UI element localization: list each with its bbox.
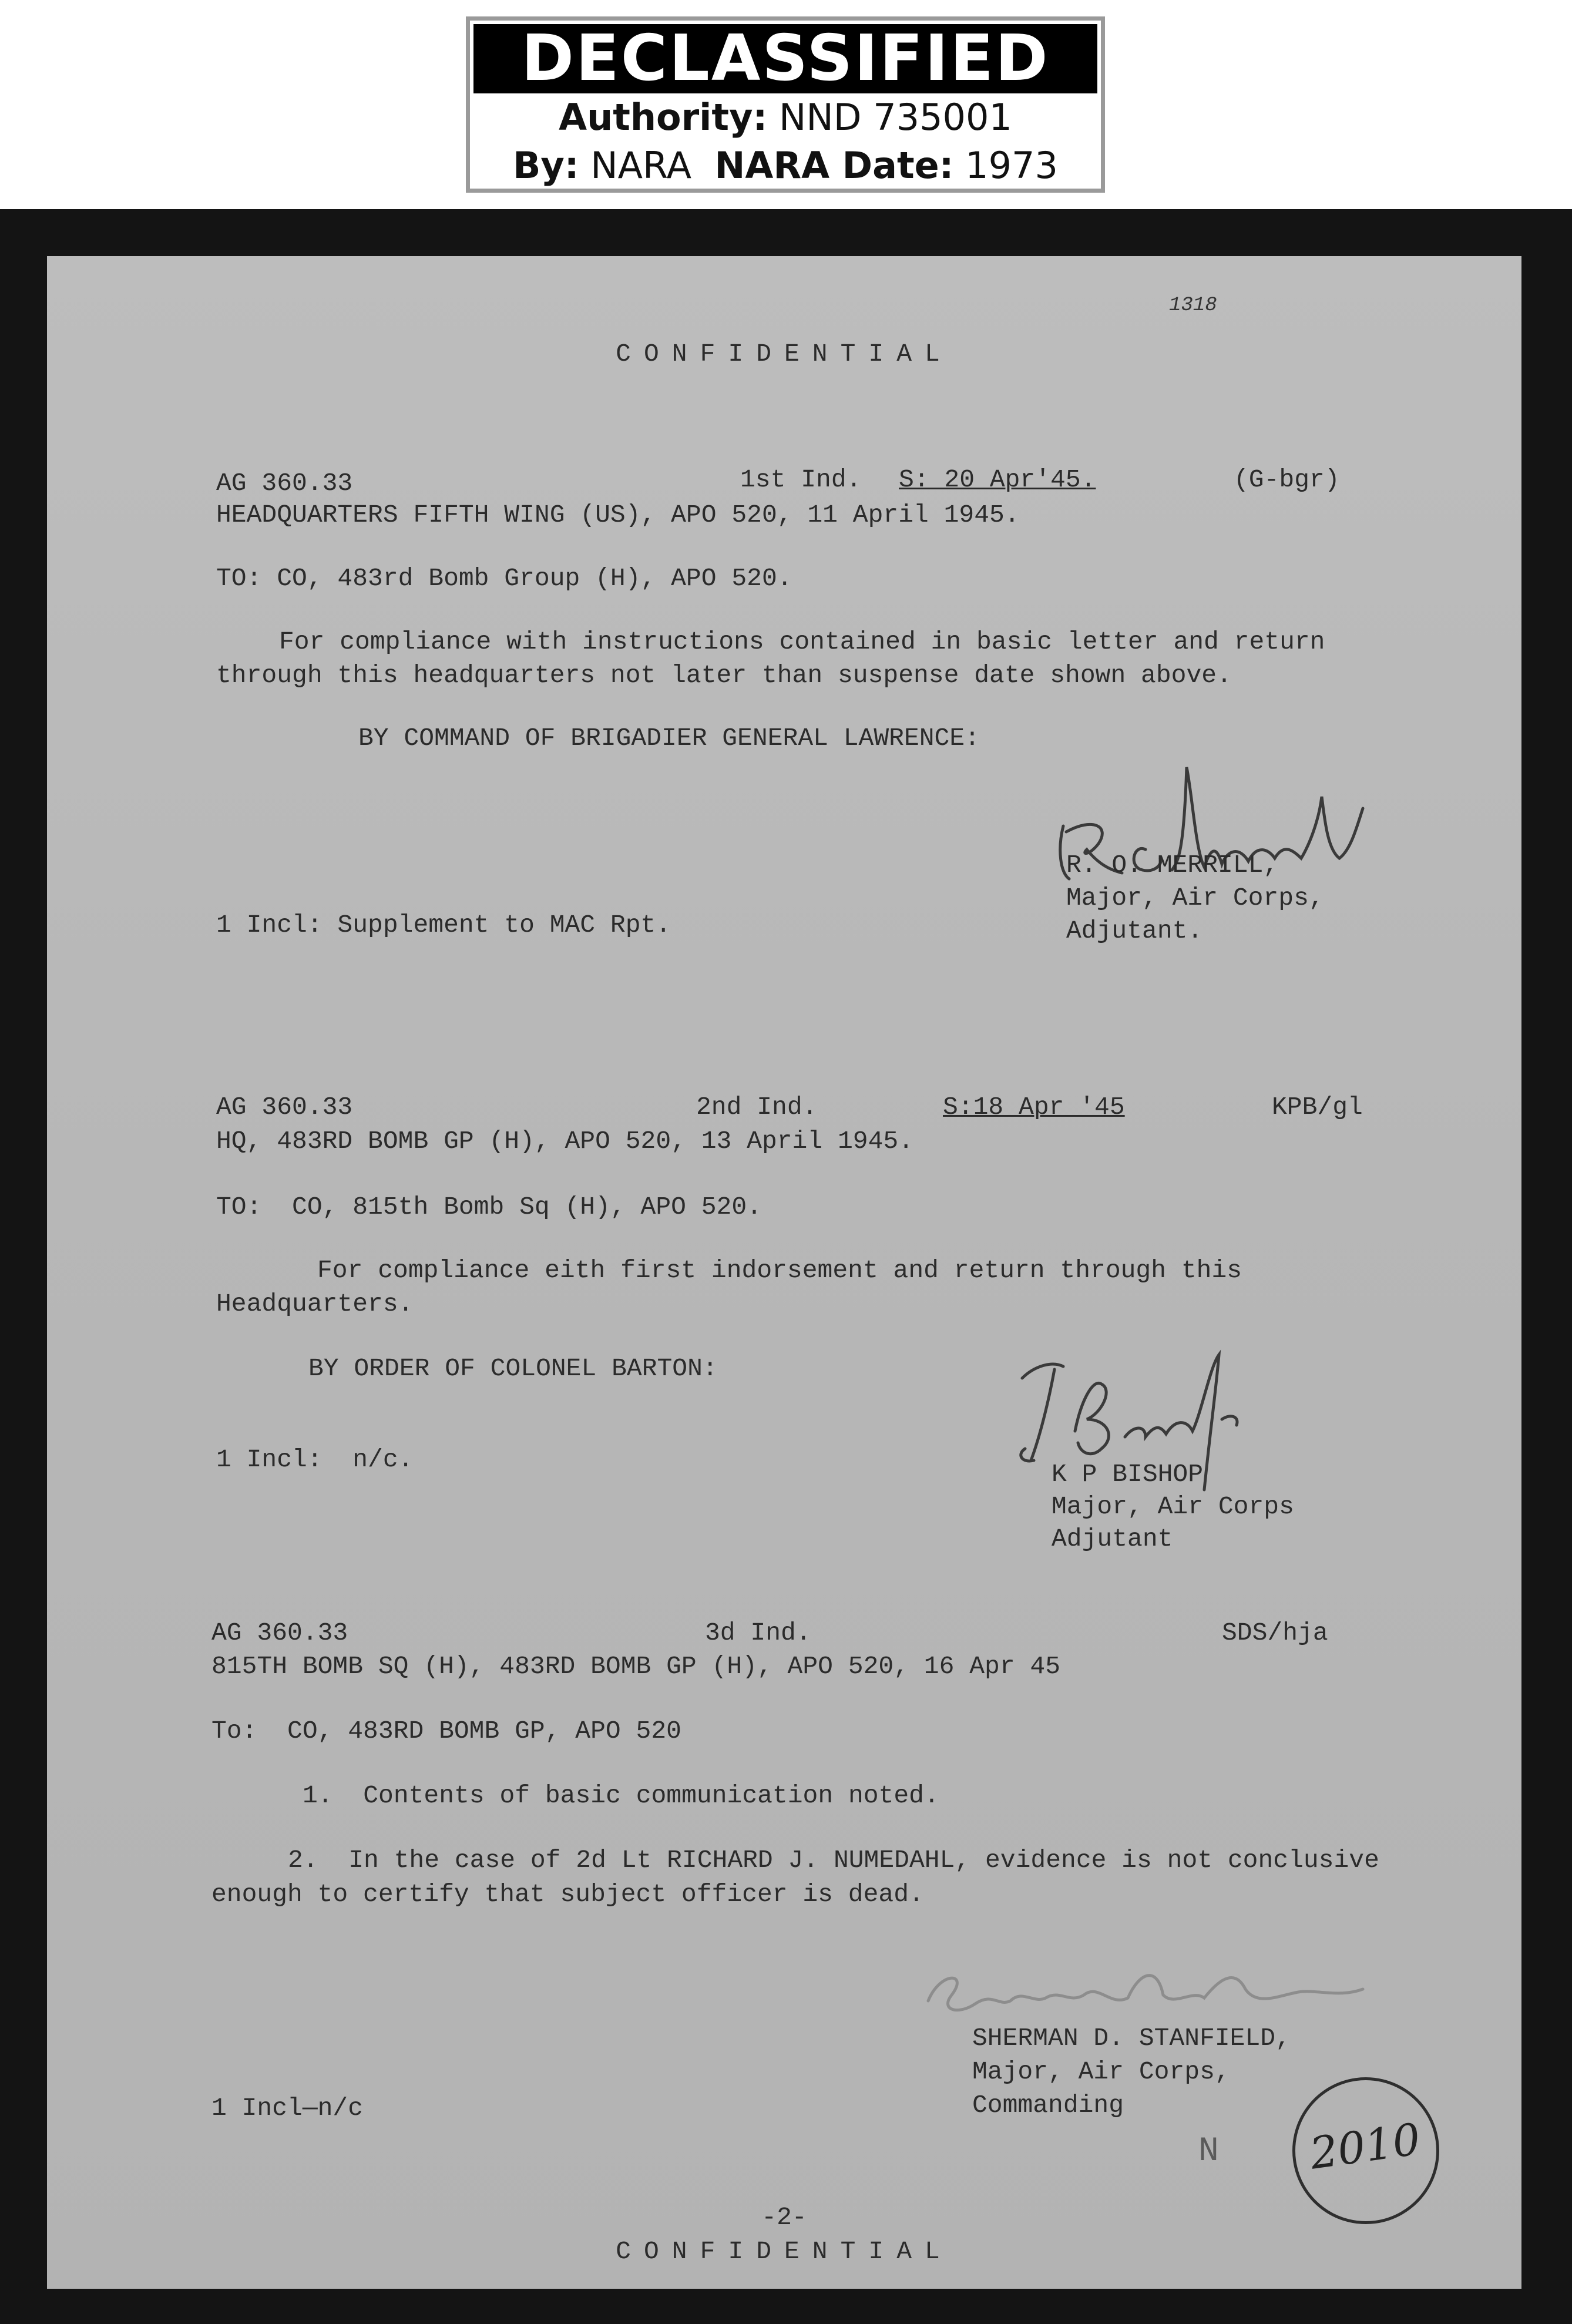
ind2-command-line: BY ORDER OF COLONEL BARTON:	[308, 1354, 718, 1383]
stamp-date-label: NARA Date:	[714, 144, 954, 187]
stamp-by-value: NARA	[590, 144, 692, 187]
ind2-signer-title: Adjutant	[1052, 1524, 1173, 1553]
stamp-by-line	[470, 142, 1101, 190]
ind3-signer-name: SHERMAN D. STANFIELD,	[972, 2024, 1291, 2053]
ind3-paragraph-2-line-2: enough to certify that subject officer is dead.	[211, 1880, 924, 1909]
document-page	[47, 256, 1521, 2289]
ind3-origin: 815TH BOMB SQ (H), 483RD BOMB GP (H), APO 520, 16 Apr 45	[211, 1652, 1061, 1681]
ind2-reference: KPB/gl	[1272, 1093, 1363, 1121]
ind3-label: 3d Ind.	[705, 1618, 811, 1647]
corner-mark: 1318	[1169, 294, 1217, 317]
ind1-label: 1st Ind.	[740, 465, 862, 494]
ind2-inclosure: 1 Incl: n/c.	[216, 1445, 414, 1474]
ind1-suspense-date: S: 20 Apr'45.	[899, 465, 1096, 494]
scanned-document	[0, 209, 1572, 2324]
ind3-to: To: CO, 483RD BOMB GP, APO 520	[211, 1717, 681, 1745]
ind2-origin: HQ, 483RD BOMB GP (H), APO 520, 13 April 1945.	[216, 1127, 913, 1156]
ind3-inclosure: 1 Incl—n/c	[211, 2094, 364, 2123]
footer-page-number: -2-	[761, 2203, 807, 2232]
ind1-file-number: AG 360.33	[216, 469, 353, 498]
stamp-by-label: By:	[513, 144, 579, 187]
ind3-paragraph-2-line-1: 2. In the case of 2d Lt RICHARD J. NUMEDAHL, evidence is not conclusive	[288, 1846, 1379, 1875]
ind1-body-line-1: For compliance with instructions contained in basic letter and return	[279, 627, 1325, 656]
ind2-label: 2nd Ind.	[696, 1093, 818, 1121]
ind1-command-line: BY COMMAND OF BRIGADIER GENERAL LAWRENCE:	[358, 724, 980, 753]
ind3-signer-title: Commanding	[972, 2091, 1124, 2120]
stamp-date-value: 1973	[965, 144, 1058, 187]
number-stamp-value: 2010	[1306, 2114, 1424, 2179]
declassified-stamp	[466, 16, 1105, 193]
ind2-signer-name: K P BISHOP	[1052, 1460, 1204, 1489]
ind3-reference: SDS/hja	[1222, 1618, 1328, 1647]
ind2-suspense-date: S:18 Apr '45	[943, 1093, 1125, 1121]
ind3-file-number: AG 360.33	[211, 1618, 348, 1647]
ind1-signer-rank: Major, Air Corps,	[1066, 884, 1324, 912]
number-stamp-prefix: N	[1198, 2132, 1219, 2171]
ind2-signer-rank: Major, Air Corps	[1052, 1492, 1294, 1521]
header-classification: CONFIDENTIAL	[616, 340, 953, 368]
stamp-authority-line	[470, 93, 1101, 142]
ind1-origin: HEADQUARTERS FIFTH WING (US), APO 520, 11 April 1945.	[216, 501, 1020, 529]
stanfield-signature	[916, 1948, 1375, 2030]
stamp-authority-value: NND 735001	[779, 96, 1012, 139]
stamp-authority-label: Authority:	[559, 96, 768, 139]
ind3-paragraph-1: 1. Contents of basic communication noted.	[303, 1781, 939, 1810]
ind3-signer-rank: Major, Air Corps,	[972, 2057, 1230, 2086]
ind1-body-line-2: through this headquarters not later than suspense date shown above.	[216, 661, 1232, 690]
ind2-body-line-1: For compliance eith first indorsement and return through this	[317, 1256, 1242, 1285]
ind1-inclosure: 1 Incl: Supplement to MAC Rpt.	[216, 911, 671, 939]
ind1-to: TO: CO, 483rd Bomb Group (H), APO 520.	[216, 564, 792, 593]
ind1-signer-name: R. O. MERRILL,	[1066, 851, 1279, 879]
ind1-reference: (G-bgr)	[1234, 465, 1340, 494]
stamp-title: DECLASSIFIED	[473, 24, 1097, 93]
ind2-to: TO: CO, 815th Bomb Sq (H), APO 520.	[216, 1193, 762, 1221]
ind2-body-line-2: Headquarters.	[216, 1289, 414, 1318]
footer-classification: CONFIDENTIAL	[616, 2237, 953, 2266]
ind1-signer-title: Adjutant.	[1066, 916, 1203, 945]
ind2-file-number: AG 360.33	[216, 1093, 353, 1121]
